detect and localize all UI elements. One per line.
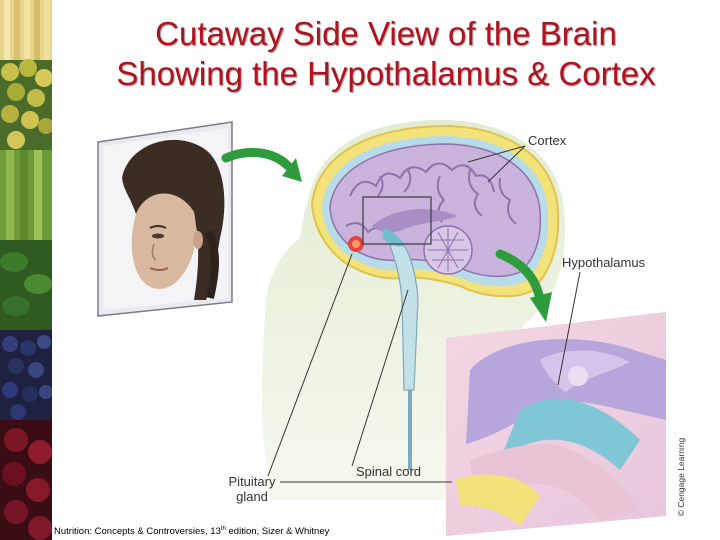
label-pituitary-line-1: Pituitary [228,474,276,489]
copyright-notice [674,438,686,518]
credit-prefix: Nutrition: Concepts & Controversies, 13 [54,526,221,538]
title-line-2: Showing the Hypothalamus & Cortex [116,55,656,92]
label-pituitary-line-2: gland [236,489,268,504]
produce-border-image [0,0,52,540]
face-panel [98,122,232,316]
zoomed-hypothalamus-panel [446,312,666,536]
label-cortex: Cortex [528,133,567,148]
label-hypothalamus: Hypothalamus [562,255,646,270]
arrow-face-to-brain [226,152,302,182]
label-spinal-cord: Spinal cord [356,464,422,479]
credit-sup: th [220,526,226,532]
slide-title [52,14,720,94]
label-pituitary-gland [226,474,278,504]
credit-suffix: edition, Sizer & Whitney [225,526,330,538]
title-line-1: Cutaway Side View of the Brain [155,15,617,52]
copyright-text: © Cengage Learning [676,437,686,517]
source-credit [54,526,329,537]
